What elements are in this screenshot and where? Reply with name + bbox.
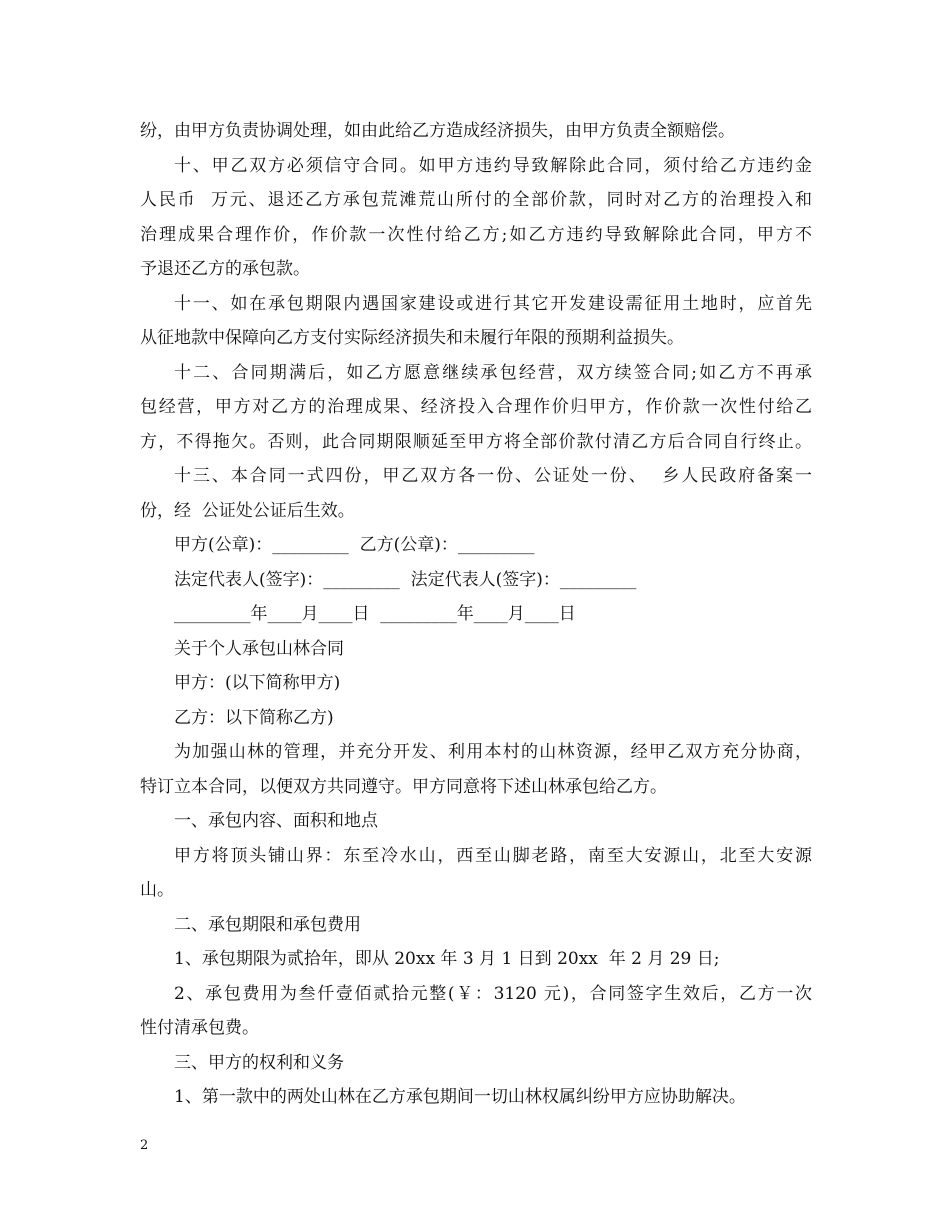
document-line: 甲方(公章)：_________ 乙方(公章)：_________ xyxy=(174,535,535,555)
document-line: 特订立本合同，以便双方共同遵守。甲方同意将下述山林承包给乙方。 xyxy=(140,776,667,797)
document-line: 1、第一款中的两处山林在乙方承包期间一切山林权属纠纷甲方应协助解决。 xyxy=(174,1087,746,1107)
document-line: 三、甲方的权利和义务 xyxy=(174,1052,344,1073)
document-line: _________年____月____日 _________年____月____日 xyxy=(174,604,576,624)
document-line: 包经营，甲方对乙方的治理成果、经济投入合理作价归甲方，作价款一次性付给乙 xyxy=(140,397,812,417)
document-line: 治理成果合理作价，作价款一次性付给乙方;如乙方违约导致解除此合同，甲方不 xyxy=(140,224,812,245)
document-line: 一、承包内容、面积和地点 xyxy=(174,811,378,831)
document-line: 乙方：以下简称乙方) xyxy=(174,707,334,728)
document-line: 予退还乙方的承包款。 xyxy=(140,259,310,279)
document-line: 十三、本合同一式四份，甲乙双方各一份、公证处一份、 乡人民政府备案一 xyxy=(174,466,812,486)
document-line: 纷，由甲方负责协调处理，如由此给乙方造成经济损失，由甲方负责全额赔偿。 xyxy=(140,121,735,141)
document-line: 份，经 公证处公证后生效。 xyxy=(140,500,355,521)
document-line: 二、承包期限和承包费用 xyxy=(174,914,361,935)
document-body xyxy=(140,114,812,1115)
document-line: 甲方：(以下简称甲方) xyxy=(174,673,341,693)
document-line: 性付清承包费。 xyxy=(140,1018,259,1038)
document-line: 十、甲乙双方必须信守合同。如甲方违约导致解除此合同，须付给乙方违约金 xyxy=(174,155,812,176)
document-line: 从征地款中保障向乙方支付实际经济损失和未履行年限的预期利益损失。 xyxy=(140,328,684,348)
document-line: 甲方将顶头铺山界：东至冷水山，西至山脚老路，南至大安源山，北至大安源 xyxy=(174,845,812,866)
document-line: 十二、合同期满后，如乙方愿意继续承包经营，双方续签合同;如乙方不再承 xyxy=(174,362,812,383)
document-line: 为加强山林的管理，并充分开发、利用本村的山林资源，经甲乙双方充分协商， xyxy=(174,742,812,762)
document-line: 关于个人承包山林合同 xyxy=(174,638,344,659)
document-line: 2、承包费用为叁仟壹佰贰拾元整(￥：3120 元)，合同签字生效后，乙方一次 xyxy=(174,983,812,1004)
document-line: 方，不得拖欠。否则，此合同期限顺延至甲方将全部价款付清乙方后合同自行终止。 xyxy=(140,431,812,452)
document-line: 1、承包期限为贰拾年，即从 20xx 年 3 月 1 日到 20xx 年 2 月 29 日; xyxy=(174,949,720,969)
document-line: 法定代表人(签字)：_________ 法定代表人(签字)：_________ xyxy=(174,569,637,590)
document-line: 山。 xyxy=(140,880,174,900)
page-number: 2 xyxy=(140,1138,149,1153)
document-line: 十一、如在承包期限内遇国家建设或进行其它开发建设需征用土地时，应首先 xyxy=(174,293,812,314)
document-line: 人民币 万元、退还乙方承包荒滩荒山所付的全部价款，同时对乙方的治理投入和 xyxy=(140,190,812,210)
